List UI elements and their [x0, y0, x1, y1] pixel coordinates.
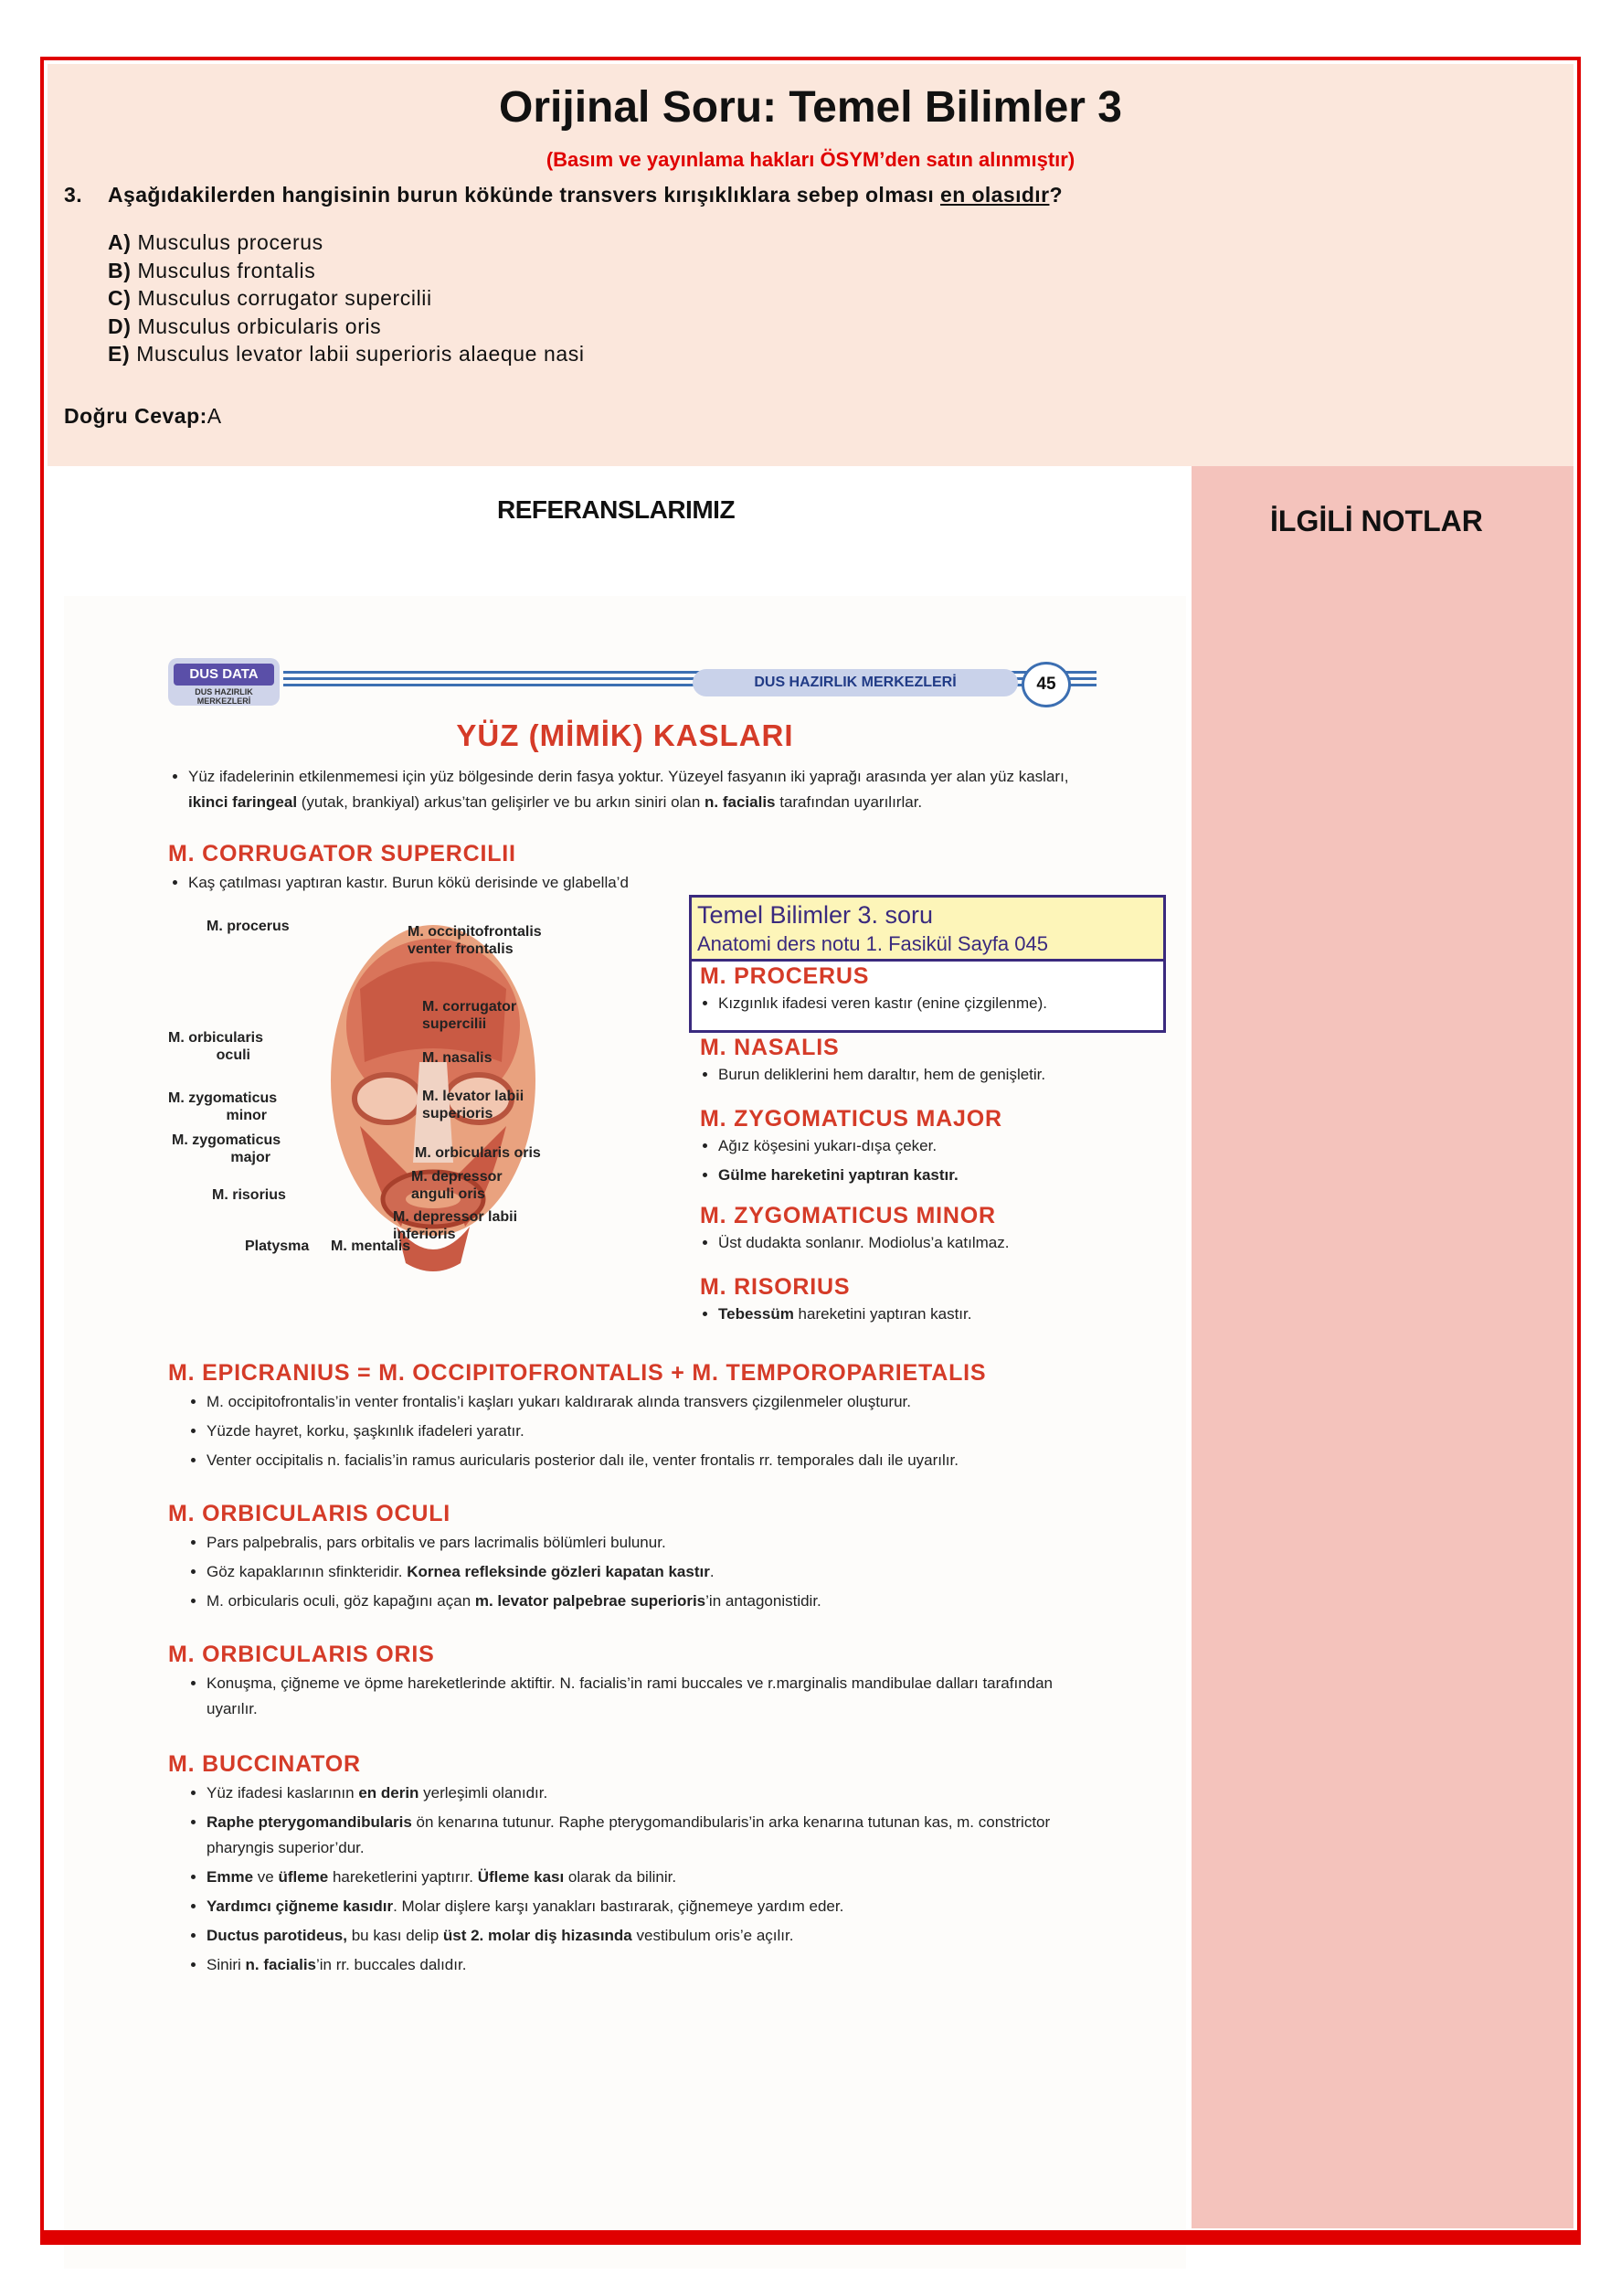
option-a[interactable]: A) Musculus procerus — [108, 230, 323, 254]
annotation-title: Temel Bilimler 3. soru — [697, 901, 934, 929]
buccinator-text: • Yüz ifadesi kaslarının en derin yerleşimli olanıdır. • Raphe pterygomandibularis ön kenarına tutunur. Raphe pterygomandibularis’in arka kenarına tutunan kas, m. constrictor pharyngis superior’dur. • Emme ve üfleme hareketlerini yaptırır. Üfleme kası olarak da bilinir. • Yardımcı çiğneme kasıdır. Molar dişlere karşı yanakları bastırarak, çiğnemeye yardım eder. • Ductus parotideus, bu kası delip üst 2. molar diş hizasında vestibulum oris’e açılır. • Siniri n. facialis’in rr. buccales dalıdır. — [186, 1780, 1100, 1982]
section-corrugator: M. CORRUGATOR SUPERCILII — [168, 841, 516, 866]
procerus-text: • Kızgınlık ifadesi veren kastır (enine çizgilenme). — [698, 991, 1155, 1020]
section-epicranius: M. EPICRANIUS = M. OCCIPITOFRONTALIS + M. TEMPOROPARIETALIS — [168, 1360, 987, 1386]
label-mentalis: M. mentalis — [331, 1238, 411, 1254]
label-nasalis: M. nasalis — [422, 1050, 493, 1066]
orbicularis-oculi-text: • Pars palpebralis, pars orbitalis ve pars lacrimalis bölümleri bulunur. • Göz kapaklarının sfinkteridir. Kornea refleksinde gözleri kapatan kastır. • M. orbicularis oculi, göz kapağını açan m. levator palpebrae superioris’in antagonistidir. — [186, 1530, 1100, 1618]
orbicularis-oris-text: • Konuşma, çiğneme ve öpme hareketlerinde aktiftir. N. facialis’in rami buccales ve r.marginalis mandibulae dalları tarafından uyarılır. — [186, 1671, 1100, 1726]
page-frame — [40, 57, 1581, 2245]
notes-heading: İLGİLİ NOTLAR — [1270, 505, 1483, 537]
section-nasalis: M. NASALIS — [700, 1035, 840, 1060]
correct-answer — [64, 404, 222, 429]
corrugator-text: • Kaş çatılması yaptıran kastır. Burun kökü derisinde ve glabella’d — [168, 870, 689, 899]
question-emphasis: en olasıdır — [940, 183, 1050, 207]
section-zygomaticus-minor: M. ZYGOMATICUS MINOR — [700, 1203, 996, 1228]
references-heading: REFERANSLARIMIZ — [497, 495, 736, 524]
annotation-source: Anatomi ders notu 1. Fasikül Sayfa 045 — [697, 932, 1048, 955]
label-procerus: M. procerus — [207, 919, 290, 934]
notes-panel — [1192, 466, 1573, 2228]
copyright-notice: (Basım ve yayınlama hakları ÖSYM’den satın alınmıştır) — [546, 148, 1075, 171]
header-pill: DUS HAZIRLIK MERKEZLERİ — [693, 669, 1018, 696]
label-orbicularis-oculi: M. orbicularis oculi — [168, 1030, 264, 1063]
section-orbicularis-oculi: M. ORBICULARIS OCULI — [168, 1501, 451, 1526]
page-title: Orijinal Soru: Temel Bilimler 3 — [499, 83, 1122, 132]
reference-page-image — [64, 596, 1186, 2269]
answer-options — [108, 229, 585, 368]
section-risorius: M. RISORIUS — [700, 1274, 851, 1300]
publisher-logo: DUS DATA DUS HAZIRLIK MERKEZLERİ — [168, 658, 280, 706]
label-zygomaticus-major: M. zygomaticus major — [172, 1132, 281, 1165]
intro-text: • Yüz ifadelerinin etkilenmemesi için yüz bölgesinde derin fasya yoktur. Yüzeyel fasyanın iki yaprağı arasında yer alan yüz kasları, ikinci faringeal (yutak, brankiyal) arkus’tan gelişirler ve bu arkın siniri olan n. facialis tarafından uyarılırlar. — [168, 764, 1091, 819]
correct-answer-label: Doğru Cevap: — [64, 404, 207, 428]
label-corrugator: M. corrugator supercilii — [422, 999, 517, 1032]
label-depressor-anguli: M. depressor anguli oris — [411, 1169, 503, 1202]
section-orbicularis-oris: M. ORBICULARIS ORIS — [168, 1642, 435, 1667]
epicranius-text: • M. occipitofrontalis’in venter frontalis’i kaşları yukarı kaldırarak alında transvers çizgilenmeler oluşturur. • Yüzde hayret, korku, şaşkınlık ifadeleri yaratır. • Venter occipitalis n. facialis’in ramus auricularis posterior dalı ile, venter frontalis rr. temporales dalı ile uyarılır. — [186, 1389, 1100, 1477]
bottom-border-bar — [40, 2230, 1581, 2245]
label-platysma: Platysma — [245, 1238, 310, 1254]
section-procerus: M. PROCERUS — [700, 963, 870, 989]
nasalis-text: • Burun deliklerini hem daraltır, hem de genişletir. — [698, 1062, 1155, 1091]
label-orbicularis-oris: M. orbicularis oris — [415, 1145, 541, 1161]
question-text-end: ? — [1049, 183, 1063, 207]
correct-answer-value: A — [207, 404, 222, 428]
label-depressor-labii: M. depressor labii inferioris — [393, 1209, 518, 1242]
reference-title: YÜZ (MİMİK) KASLARI — [456, 718, 794, 752]
zygomaticus-major-text: • Ağız köşesini yukarı-dışa çeker. • Gülme hareketini yaptıran kastır. — [698, 1133, 1155, 1192]
option-c[interactable]: C) Musculus corrugator supercilii — [108, 286, 432, 310]
option-d[interactable]: D) Musculus orbicularis oris — [108, 314, 382, 338]
label-levator-labii: M. levator labii superioris — [422, 1089, 524, 1121]
section-zygomaticus-major: M. ZYGOMATICUS MAJOR — [700, 1106, 1002, 1132]
section-buccinator: M. BUCCINATOR — [168, 1751, 361, 1777]
page-number: 45 — [1022, 662, 1071, 707]
question-number: 3. — [64, 183, 82, 207]
label-risorius: M. risorius — [212, 1187, 286, 1203]
label-occipitofrontalis: M. occipitofrontalis venter frontalis — [408, 924, 542, 957]
label-zygomaticus-minor: M. zygomaticus minor — [168, 1090, 278, 1123]
risorius-text: • Tebessüm hareketini yaptıran kastır. — [698, 1302, 1155, 1331]
question-text-start: Aşağıdakilerden hangisinin burun kökünde transvers kırışıklıklara sebep olması — [108, 183, 941, 207]
option-b[interactable]: B) Musculus frontalis — [108, 258, 316, 282]
question-text — [64, 183, 1063, 207]
option-e[interactable]: E) Musculus levator labii superioris alaeque nasi — [108, 342, 585, 366]
question-panel — [48, 64, 1573, 466]
zygomaticus-minor-text: • Üst dudakta sonlanır. Modiolus’a katılmaz. — [698, 1230, 1155, 1260]
